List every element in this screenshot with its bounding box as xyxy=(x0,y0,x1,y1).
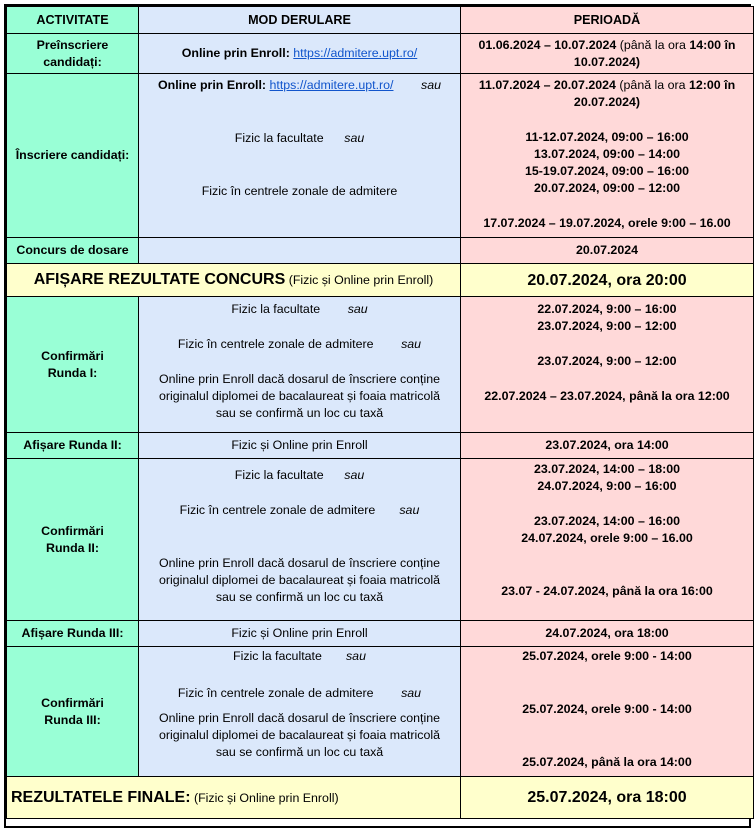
afisare-runda2-mode: Fizic și Online prin Enroll xyxy=(139,433,461,459)
runda1-activity xyxy=(7,297,139,433)
spacer xyxy=(143,665,456,685)
runda3-zonal-date: 25.07.2024, orele 9:00 - 14:00 xyxy=(522,702,692,716)
runda2-fac-date-1: 23.07.2024, 14:00 – 18:00 xyxy=(533,462,681,476)
runda2-label-l2: Runda II: xyxy=(46,540,99,555)
spacer xyxy=(143,147,456,183)
row-afisare-runda-3 xyxy=(7,621,754,647)
runda1-online-1: Online prin Enroll dacă dosarul de înscriere conține xyxy=(158,372,440,386)
spacer xyxy=(143,94,456,130)
row-runda-2 xyxy=(7,459,754,621)
runda2-sau-1: sau xyxy=(344,468,365,482)
runda3-online-1: Online prin Enroll dacă dosarul de înscriere conține xyxy=(158,711,440,725)
preinscriere-enroll-link[interactable]: https://admitere.upt.ro/ xyxy=(293,46,418,60)
runda3-sau-2: sau xyxy=(401,686,422,700)
inscriere-fac-date-3: 15-19.07.2024, 09:00 – 16:00 xyxy=(525,164,689,178)
runda1-zonal: Fizic în centrele zonale de admitere xyxy=(177,337,374,351)
inscriere-fac-date-2: 13.07.2024, 09:00 – 14:00 xyxy=(533,147,681,161)
runda1-mode xyxy=(139,297,461,433)
inscriere-period xyxy=(461,74,754,238)
runda3-activity xyxy=(7,647,139,777)
row-concurs xyxy=(7,238,754,264)
runda3-fac-line xyxy=(143,648,456,665)
runda2-zonal-date-2: 24.07.2024, orele 9:00 – 16.00 xyxy=(521,531,693,545)
spacer xyxy=(465,335,749,353)
inscriere-period-l2: 20.07.2024) xyxy=(573,95,641,109)
runda2-zonal: Fizic în centrele zonale de admitere xyxy=(179,503,376,517)
spacer xyxy=(143,519,456,555)
runda1-sau-1: sau xyxy=(347,302,368,316)
runda3-label-l1: Confirmări xyxy=(41,695,104,710)
spacer xyxy=(143,318,456,336)
runda1-zonal-line xyxy=(143,336,456,353)
preinscriere-period-l2: 10.07.2024) xyxy=(573,54,641,69)
inscriere-fac-date-1: 11-12.07.2024, 09:00 – 16:00 xyxy=(525,130,689,144)
afisare-rezultate-title: AFIȘARE REZULTATE CONCURS xyxy=(33,271,286,288)
inscriere-zonal: Fizic în centrele zonale de admitere xyxy=(201,184,398,198)
runda2-zonal-line xyxy=(143,502,456,519)
runda2-activity xyxy=(7,459,139,621)
runda2-online-3: sau se confirmă un loc cu taxă xyxy=(215,590,384,604)
row-runda-1 xyxy=(7,297,754,433)
preinscriere-period-note: (până la ora xyxy=(619,37,686,52)
preinscriere-period-hour: 14:00 în xyxy=(689,37,736,52)
header-period: PERIOADĂ xyxy=(461,7,754,34)
inscriere-period-hour: 12:00 în xyxy=(689,78,736,92)
spacer xyxy=(465,370,749,388)
runda2-fac: Fizic la facultate xyxy=(234,468,324,482)
preinscriere-activity xyxy=(7,34,139,74)
table-header-row xyxy=(7,7,754,34)
spacer xyxy=(143,702,456,710)
afisare-runda2-activity: Afișare Runda II: xyxy=(7,433,139,459)
runda3-period xyxy=(461,647,754,777)
preinscriere-mode-prefix: Online prin Enroll: xyxy=(181,46,290,60)
rezultate-finale-note: (Fizic și Online prin Enroll) xyxy=(193,790,339,805)
runda3-fac: Fizic la facultate xyxy=(233,649,322,663)
schedule-frame xyxy=(4,4,751,828)
runda3-online-date: 25.07.2024, până la ora 14:00 xyxy=(522,755,692,769)
inscriere-online-prefix: Online prin Enroll: xyxy=(157,78,267,92)
inscriere-mode xyxy=(139,74,461,238)
inscriere-period-date: 11.07.2024 – 20.07.2024 xyxy=(478,78,616,92)
runda3-mode xyxy=(139,647,461,777)
inscriere-online-line xyxy=(143,77,456,94)
inscriere-period-note: (până la ora xyxy=(619,78,686,92)
runda2-zonal-date-1: 23.07.2024, 14:00 – 16:00 xyxy=(533,514,681,528)
runda2-sau-2: sau xyxy=(399,503,420,517)
runda1-online-3: sau se confirmă un loc cu taxă xyxy=(215,406,384,420)
runda3-sau-1: sau xyxy=(345,649,366,663)
inscriere-sau-2: sau xyxy=(344,131,365,145)
concurs-period: 20.07.2024 xyxy=(461,238,754,264)
header-activity: ACTIVITATE xyxy=(7,7,139,34)
runda2-online-1: Online prin Enroll dacă dosarul de înscriere conține xyxy=(158,556,440,570)
runda1-fac-line xyxy=(143,301,456,318)
preinscriere-label-l1: Preînscriere xyxy=(36,37,109,52)
inscriere-sau-1: sau xyxy=(421,78,442,92)
row-afisare-rezultate xyxy=(7,264,754,297)
runda1-sau-2: sau xyxy=(401,337,422,351)
row-preinscriere xyxy=(7,34,754,74)
spacer xyxy=(143,353,456,371)
runda2-fac-line xyxy=(143,467,456,484)
spacer xyxy=(465,495,749,513)
inscriere-activity: Înscriere candidați: xyxy=(7,74,139,238)
header-mode: MOD DERULARE xyxy=(139,7,461,34)
runda2-online-date: 23.07 - 24.07.2024, până la ora 16:00 xyxy=(501,584,713,598)
runda3-zonal: Fizic în centrele zonale de admitere xyxy=(177,686,374,700)
runda1-online-date: 22.07.2024 – 23.07.2024, până la ora 12:00 xyxy=(484,389,730,403)
runda3-zonal-line xyxy=(143,685,456,702)
runda1-label-l1: Confirmări xyxy=(41,348,104,363)
runda1-fac-date-1: 22.07.2024, 9:00 – 16:00 xyxy=(537,302,677,316)
row-runda-3 xyxy=(7,647,754,777)
row-afisare-runda-2 xyxy=(7,433,754,459)
runda3-online-3: sau se confirmă un loc cu taxă xyxy=(215,745,384,759)
runda2-mode xyxy=(139,459,461,621)
preinscriere-period xyxy=(461,34,754,74)
runda2-period xyxy=(461,459,754,621)
runda1-fac-date-2: 23.07.2024, 9:00 – 12:00 xyxy=(537,319,677,333)
rezultate-finale-title-cell xyxy=(7,777,461,819)
afisare-rezultate-period: 20.07.2024, ora 20:00 xyxy=(461,264,754,297)
inscriere-enroll-link[interactable]: https://admitere.upt.ro/ xyxy=(269,78,394,92)
inscriere-fac-date-4: 20.07.2024, 09:00 – 12:00 xyxy=(533,181,681,195)
spacer xyxy=(465,547,749,583)
runda1-fac: Fizic la facultate xyxy=(231,302,321,316)
admission-schedule-table xyxy=(6,6,754,819)
rezultate-finale-title: REZULTATELE FINALE: xyxy=(11,788,191,806)
afisare-rezultate-title-cell xyxy=(7,264,461,297)
spacer xyxy=(143,484,456,502)
runda3-online-2: originalul diplomei de bacalaureat și foaia matricolă xyxy=(158,728,440,742)
concurs-activity: Concurs de dosare xyxy=(7,238,139,264)
runda2-label-l1: Confirmări xyxy=(41,523,104,538)
runda1-label-l2: Runda I: xyxy=(47,365,98,380)
runda2-online-2: originalul diplomei de bacalaureat și foaia matricolă xyxy=(158,573,440,587)
runda2-fac-date-2: 24.07.2024, 9:00 – 16:00 xyxy=(537,479,677,493)
runda3-label-l2: Runda III: xyxy=(44,712,101,727)
concurs-mode-empty xyxy=(139,238,461,264)
runda1-online-2: originalul diplomei de bacalaureat și foaia matricolă xyxy=(158,389,440,403)
inscriere-zonal-date: 17.07.2024 – 19.07.2024, orele 9:00 – 16.00 xyxy=(483,216,731,230)
runda1-zonal-date: 23.07.2024, 9:00 – 12:00 xyxy=(537,354,677,368)
spacer xyxy=(465,718,749,754)
spacer xyxy=(465,197,749,215)
runda3-fac-date: 25.07.2024, orele 9:00 - 14:00 xyxy=(522,649,692,663)
inscriere-fac-line xyxy=(143,130,456,147)
afisare-runda3-mode: Fizic și Online prin Enroll xyxy=(139,621,461,647)
preinscriere-period-date: 01.06.2024 – 10.07.2024 xyxy=(478,37,617,52)
afisare-runda3-activity: Afișare Runda III: xyxy=(7,621,139,647)
runda1-period xyxy=(461,297,754,433)
preinscriere-mode xyxy=(139,34,461,74)
rezultate-finale-period: 25.07.2024, ora 18:00 xyxy=(461,777,754,819)
row-inscriere xyxy=(7,74,754,238)
inscriere-fac: Fizic la facultate xyxy=(234,131,324,145)
row-rezultate-finale xyxy=(7,777,754,819)
afisare-runda3-period: 24.07.2024, ora 18:00 xyxy=(461,621,754,647)
spacer xyxy=(465,111,749,129)
preinscriere-label-l2: candidați: xyxy=(43,54,102,69)
afisare-runda2-period: 23.07.2024, ora 14:00 xyxy=(461,433,754,459)
afisare-rezultate-note: (Fizic și Online prin Enroll) xyxy=(288,273,434,287)
spacer xyxy=(465,665,749,701)
